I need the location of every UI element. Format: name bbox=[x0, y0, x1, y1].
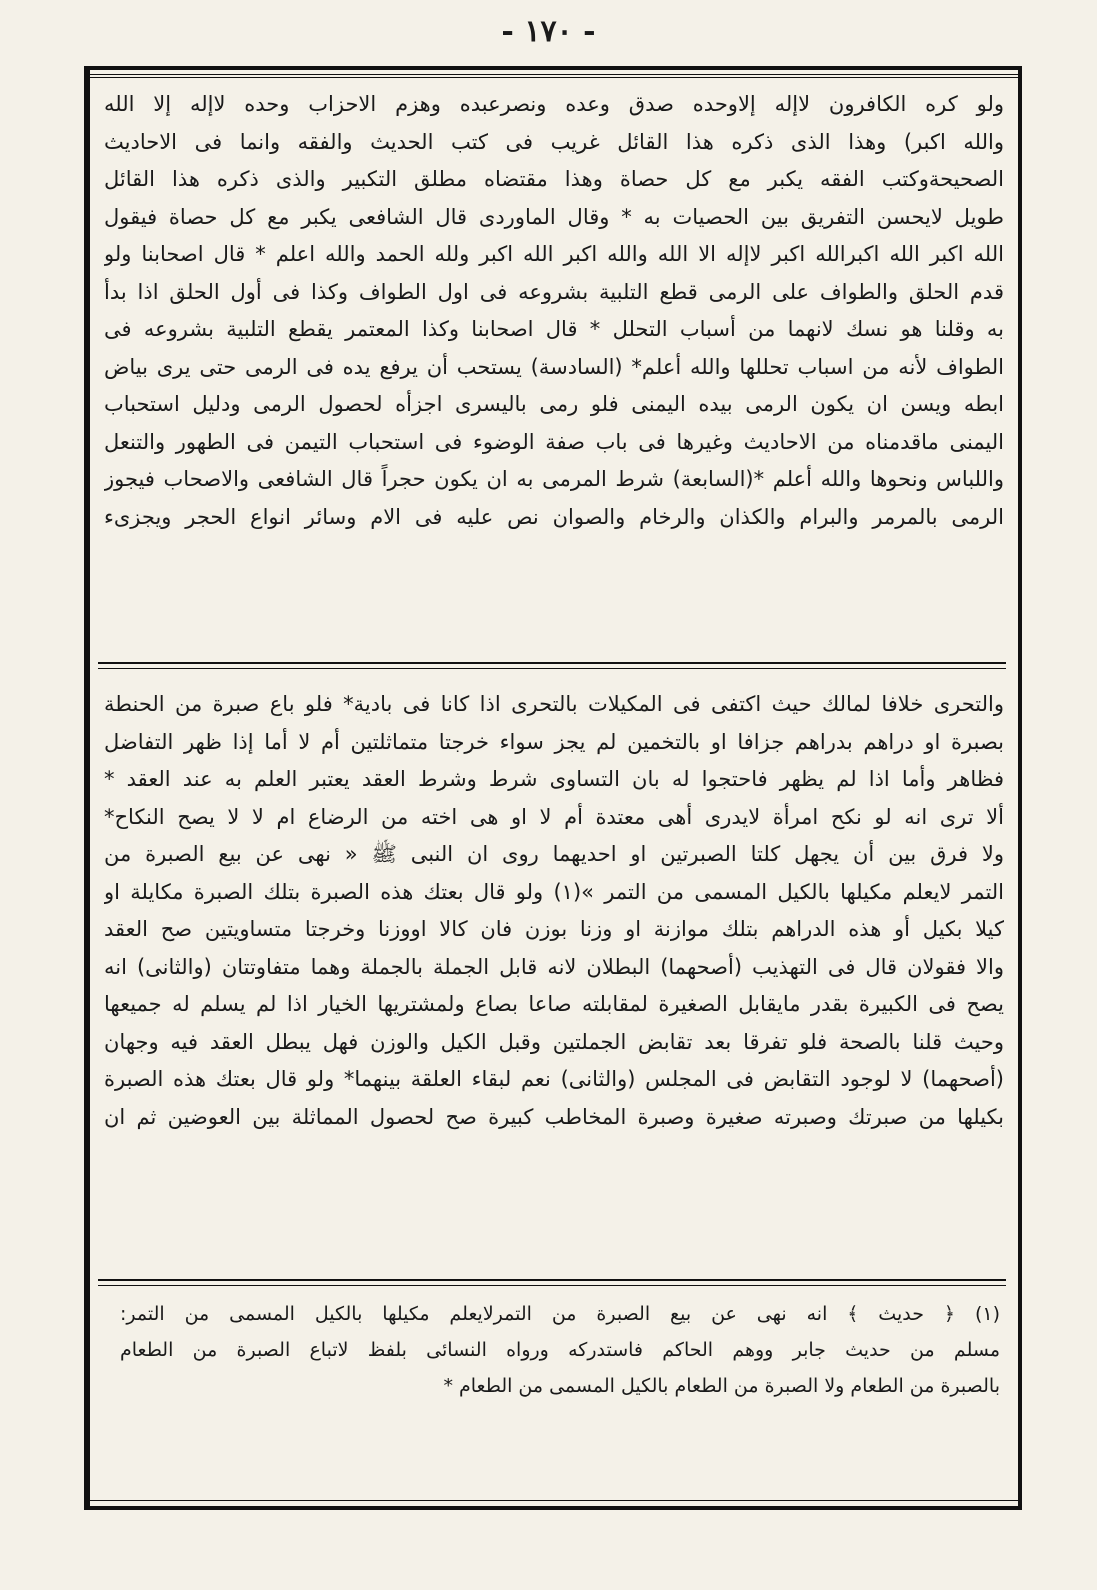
upper-text-block bbox=[104, 86, 1004, 536]
text-line: ألا ترى انه لو نكح امرأة لايدرى أهى معتدة أم لا او هى اخته من الرضاع ام لا لا يصح النكاح* bbox=[104, 804, 1004, 829]
text-line: قدم الحلق والطواف على الرمى قطع التلبية بشروعه فى اول الطواف وكذا فى أول الحلق اذا بدأ bbox=[104, 279, 1004, 304]
section-divider-thin bbox=[98, 668, 1006, 669]
text-line: والا فقولان قال فى التهذيب (أصحهما) البطلان لانه قابل الجملة بالجملة وهما متفاوتتان (والثانى) انه bbox=[104, 954, 1004, 979]
text-line: (أصحهما) لا لوجود التقابض فى المجلس (والثانى) نعم لبقاء العلقة بينهما* ولو قال بعتك هذه الصبرة bbox=[104, 1067, 1004, 1091]
text-line: ولو كره الكافرون لاإله إلاوحده صدق وعده ونصرعبده وهزم الاحزاب وحده لاإله إلا الله bbox=[104, 92, 1004, 116]
text-line: ابطه ويسن ان يكون الرمى بيده اليمنى فلو رمى باليسرى اجزأه لحصول الرمى ودليل استحباب bbox=[104, 392, 1004, 416]
frame-bottom-border bbox=[84, 1506, 1022, 1510]
section-divider bbox=[98, 662, 1006, 664]
text-line: بصبرة او دراهم بدراهم جزافا او بالتخمين لم يجز سواء خرجتا متماثلتين أم لا أما إذا ظهر التفاضل bbox=[104, 729, 1004, 754]
footnote-block bbox=[120, 1296, 1000, 1404]
text-line: بكيلها من صبرتك وصبرته صغيرة وصبرة المخاطب كبيرة صح لحصول المماثلة بين العوضين ثم ان bbox=[104, 1104, 1004, 1129]
text-line: والتحرى خلافا لمالك حيث اكتفى فى المكيلات بالتحرى اذا كانا فى بادية* فلو باع صبرة من الحنطة bbox=[104, 692, 1004, 716]
text-line: الصحيحةوكتب الفقه يكبر مع كل حصاة وهذا مقتضاه مطلق التكبير والذى ذكره هذا القائل bbox=[104, 167, 1004, 191]
text-line: واللباس ونحوها والله أعلم *(السابعة) شرط المرمى به ان يكون حجراً قال الشافعى والاصحاب فيجوز bbox=[104, 467, 1004, 491]
text-line: به وقلنا هو نسك لانهما من أسباب التحلل * قال اصحابنا وكذا المعتمر يقطع التلبية بشروعه فى bbox=[104, 317, 1004, 341]
page-number: - ١٧٠ - bbox=[501, 14, 596, 49]
text-line: كيلا بكيل أو هذه الدراهم بتلك موازنة او وزنا بوزن فان كالا اووزنا وخرجتا متساويتين صح العقد bbox=[104, 917, 1004, 941]
footnote-divider-thin bbox=[98, 1285, 1006, 1286]
text-line: ولا فرق بين أن يجهل كلتا الصبرتين او احديهما روى ان النبى ﷺ « نهى عن بيع الصبرة من bbox=[104, 842, 1004, 866]
text-line: يصح فى الكبيرة بقدر مايقابل الصغيرة لمقابلته صاعا بصاع ولمشتريها الخيار اذا لم يسلم له جميعها bbox=[104, 992, 1004, 1016]
text-line: اليمنى ماقدمناه من الاحاديث وغيرها فى باب صفة الوضوء فى استحباب التيمن فى الطهور والتنعل bbox=[104, 429, 1004, 454]
text-line: الله اكبر الله اكبرالله اكبر لاإله الا الله والله اكبر الله اكبر ولله الحمد والله اعلم * قال اصحابنا ولو bbox=[104, 242, 1004, 266]
text-line: وحيث قلنا بالصحة فلو تفرقا بعد تقابض الجملتين وقبل الكيل والوزن فهل يبطل العقد فيه وجهان bbox=[104, 1029, 1004, 1054]
footnote-line: بالصبرة من الطعام ولا الصبرة من الطعام بالكيل المسمى من الطعام * bbox=[443, 1375, 1000, 1397]
text-line: طويل لايحسن التفريق بين الحصيات به * وقال الماوردى قال الشافعى يكبر مع كل حصاة فيقول bbox=[104, 204, 1004, 229]
text-line: التمر لايعلم مكيلها بالكيل المسمى من التمر »(١) ولو قال بعتك هذه الصبرة بتلك الصبرة مكايلة او bbox=[104, 879, 1004, 904]
footnote-line: مسلم من حديث جابر ووهم الحاكم فاستدركه ورواه النسائى بلفظ لاتباع الصبرة من الطعام bbox=[120, 1339, 1000, 1361]
footnote-divider bbox=[98, 1279, 1006, 1281]
text-line: والله اكبر) وهذا الذى ذكره هذا القائل غريب فى كتب الحديث والفقه وانما فى الاحاديث bbox=[104, 129, 1004, 154]
frame-bottom-inner-border bbox=[84, 1500, 1022, 1501]
text-line: فظاهر وأما اذا لم يظهر فاحتجوا له بان التساوى شرط وشرط العقد يعتبر العلم به عند العقد * bbox=[104, 767, 1004, 791]
text-line: الرمى بالمرمر والبرام والكذان والرخام والصوان نص عليه فى الام وسائر انواع الحجر ويجزىء bbox=[104, 504, 1004, 529]
lower-text-block bbox=[104, 686, 1004, 1136]
footnote-line: (١) ﴿ حديث ﴾ انه نهى عن بيع الصبرة من التمرلايعلم مكيلها بالكيل المسمى من التمر: bbox=[120, 1303, 1000, 1325]
text-line: الطواف لأنه من اسباب تحللها والله أعلم* (السادسة) يستحب أن يرفع يده فى الرمى حتى يرى بياض bbox=[104, 354, 1004, 379]
